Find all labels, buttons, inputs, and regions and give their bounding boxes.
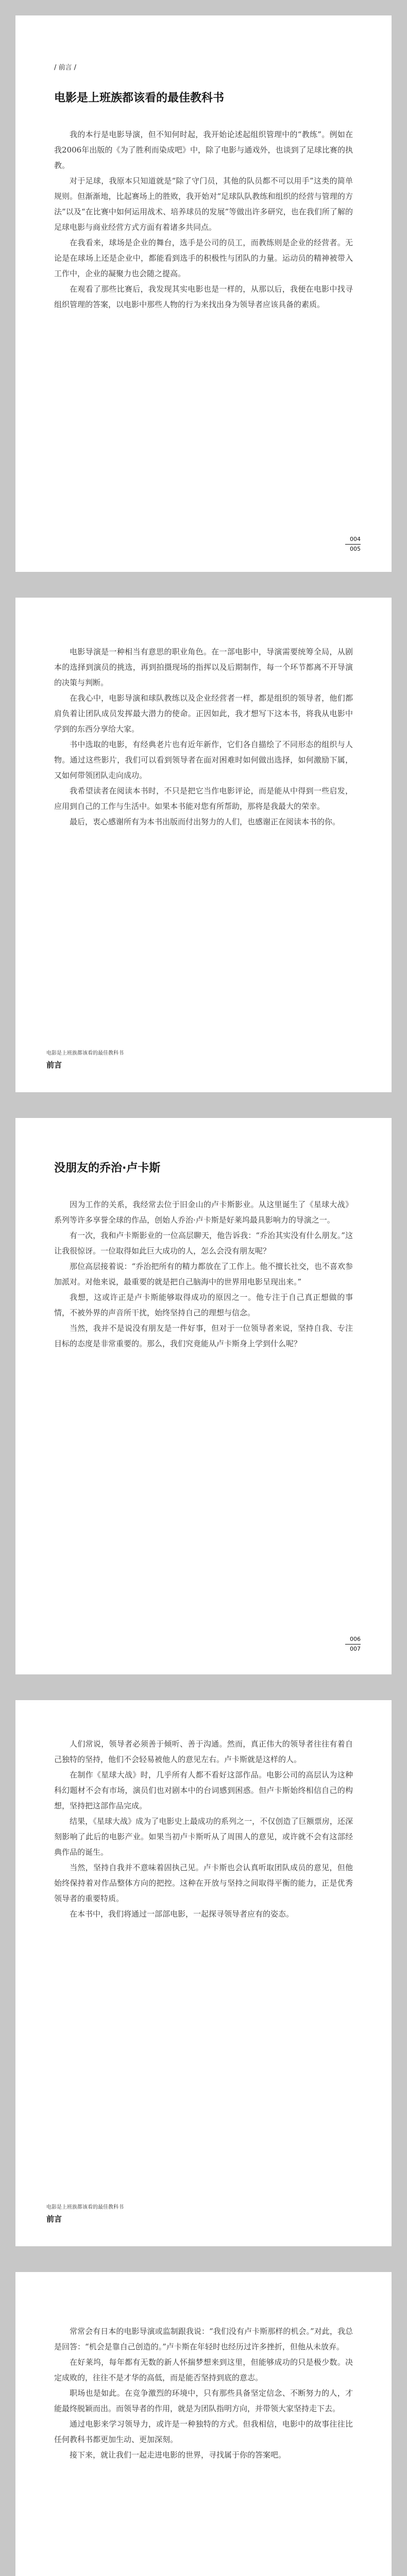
chapter-title: 电影是上班族都该看的最佳教科书 bbox=[54, 92, 225, 105]
running-footer-book: 电影是上班族都该看的最佳教科书 bbox=[46, 1050, 124, 1056]
page-number-divider bbox=[345, 544, 361, 545]
paragraph: 对于足球，我原本只知道就是“除了守门员，其他的队员都不可以用手”这类的简单规则。但渐渐地，比起赛场上的胜败，我开始对“足球队队教练和组织的经营与管理的方法”以及“在比赛中如何运用战术、培养球员的发展”等做出许多研究，也在我们所了解的足球电影与商业经营方式方面有着诸多共同点。 bbox=[54, 176, 353, 232]
paragraph: 我希望读者在阅读本书时，不只是把它当作电影评论，而是能从中得到一些启发，应用到自己的工作与生活中。如果本书能对您有所帮助，那将是我最大的荣幸。 bbox=[54, 786, 353, 811]
paragraph: 在观看了那些比赛后，我发现其实电影也是一样的，从那以后，我便在电影中找寻组织管理的答案，以电影中那些人物的行为来找出身为领导者应该具备的素质。 bbox=[54, 284, 353, 309]
book-page-5 bbox=[15, 2272, 392, 2576]
book-page-3 bbox=[15, 1118, 392, 1674]
paragraph: 在我看来，球场是企业的舞台，选手是公司的员工，而教练则是企业的经营者。无论是在球场上还是企业中，都能看到选手的积极性与团队的力量。运动员的精神被带入工作中，企业的凝聚力也会随之提高。 bbox=[54, 238, 353, 278]
paragraph: 因为工作的关系，我经常去位于旧金山的卢卡斯影业。从这里诞生了《星球大战》系列等许多享誉全球的作品，创始人乔治·卢卡斯是好莱坞最具影响力的导演之一。 bbox=[54, 1200, 353, 1225]
paragraph: 当然，坚持自我并不意味着固执己见。卢卡斯也会认真听取团队成员的意见，但他始终保持着对作品整体方向的把控。这种在开放与坚持之间取得平衡的能力，正是优秀领导者的重要特质。 bbox=[54, 1863, 353, 1903]
running-footer bbox=[46, 2202, 124, 2224]
book-page-4 bbox=[15, 1700, 392, 2246]
book-page-2 bbox=[15, 598, 392, 1092]
running-footer-section: 前言 bbox=[46, 2214, 62, 2224]
paragraph: 结果，《星球大战》成为了电影史上最成功的系列之一，不仅创造了巨额票房，还深刻影响了此后的电影产业。如果当初卢卡斯听从了周围人的意见，或许就不会有这部经典作品的诞生。 bbox=[54, 1817, 353, 1857]
paragraph: 我的本行是电影导演，但不知何时起，我开始论述起组织管理中的“教练”。例如在我2006年出版的《为了胜利而染成吧》中，除了电影与通戏外，也谈到了足球比赛的执教。 bbox=[54, 130, 353, 170]
page-number bbox=[345, 1636, 361, 1653]
paragraph: 在我心中，电影导演和球队教练以及企业经营者一样，都是组织的领导者，他们都肩负着让团队成员发挥最大潜力的使命。正因如此，我才想写下这本书，将我从电影中学到的东西分享给大家。 bbox=[54, 693, 353, 734]
page-number-top: 004 bbox=[350, 536, 361, 543]
paragraph: 有一次，我和卢卡斯影业的一位高层聊天，他告诉我：“乔治其实没有什么朋友。”这让我很惊讶。一位取得如此巨大成功的人，怎么会没有朋友呢？ bbox=[54, 1231, 353, 1256]
page-number bbox=[345, 536, 361, 553]
paragraph: 职场也是如此。在竞争激烈的环境中，只有那些具备坚定信念、不断努力的人，才能最终脱颖而出。而领导者的作用，就是为团队指明方向，并带领大家坚持走下去。 bbox=[54, 2388, 353, 2413]
paragraph: 人们常说，领导者必须善于倾听、善于沟通。然而，真正伟大的领导者往往有着自己独特的坚持，他们不会轻易被他人的意见左右。卢卡斯就是这样的人。 bbox=[54, 1739, 353, 1764]
book-page-1 bbox=[15, 15, 392, 572]
chapter-title: 没朋友的乔治·卢卡斯 bbox=[54, 1162, 161, 1175]
paragraph: 那位高层接着说：“乔治把所有的精力都放在了工作上。他不擅长社交，也不喜欢参加派对。对他来说，最重要的就是把自己脑海中的世界用电影呈现出来。” bbox=[54, 1262, 353, 1286]
page-number-divider bbox=[345, 1644, 361, 1645]
section-tag: / 前言 / bbox=[54, 64, 77, 72]
running-footer-book: 电影是上班族都该看的最佳教科书 bbox=[46, 2205, 124, 2210]
paragraph: 通过电影来学习领导力，或许是一种独特的方式。但我相信，电影中的故事往往比任何教科书都更加生动、更加深刻。 bbox=[54, 2419, 353, 2444]
paragraph: 在制作《星球大战》时，几乎所有人都不看好这部作品。电影公司的高层认为这种科幻题材不会有市场，演员们也对剧本中的台词感到困惑。但卢卡斯始终相信自己的构想，坚持把这部作品完成。 bbox=[54, 1770, 353, 1810]
page-number-bottom: 007 bbox=[350, 1646, 361, 1652]
paragraph: 常常会有日本的电影导演或监制跟我说：“我们没有卢卡斯那样的机会。”对此，我总是回答：“机会是靠自己创造的。”卢卡斯在年轻时也经历过许多挫折，但他从未放弃。 bbox=[54, 2327, 353, 2351]
running-footer-section: 前言 bbox=[46, 1060, 62, 1070]
running-footer bbox=[46, 1048, 124, 1070]
page-number-bottom: 005 bbox=[350, 546, 361, 552]
paragraph: 当然，我并不是说没有朋友是一件好事，但对于一位领导者来说，坚持自我、专注目标的态度是非常重要的。那么，我们究竟能从卢卡斯身上学到什么呢？ bbox=[54, 1324, 353, 1348]
paragraph: 最后，衷心感谢所有为本书出版而付出努力的人们，也感谢正在阅读本书的你。 bbox=[70, 817, 341, 826]
paragraph: 我想，这或许正是卢卡斯能够取得成功的原因之一。他专注于自己真正想做的事情，不被外界的声音所干扰，始终坚持自己的理想与信念。 bbox=[54, 1293, 353, 1317]
paragraph: 接下来，就让我们一起走进电影的世界，寻找属于你的答案吧。 bbox=[70, 2450, 286, 2460]
paragraph: 在本书中，我们将通过一部部电影，一起探寻领导者应有的姿态。 bbox=[70, 1909, 294, 1919]
paragraph: 书中选取的电影，有经典老片也有近年新作，它们各自描绘了不同形态的组织与人物。通过这些影片，我们可以看到领导者在面对困难时如何做出选择，如何激励下属，又如何带领团队走向成功。 bbox=[54, 740, 353, 780]
page-number-top: 006 bbox=[350, 1636, 361, 1642]
paragraph: 在好莱坞，每年都有无数的新人怀揣梦想来到这里，但能够成功的只是极少数。决定成败的，往往不是才华的高低，而是能否坚持到底的意志。 bbox=[54, 2358, 353, 2382]
paragraph: 电影导演是一种相当有意思的职业角色。在一部电影中，导演需要统筹全局，从剧本的选择到演员的挑选，再到拍摄现场的指挥以及后期制作，每一个环节都离不开导演的决策与判断。 bbox=[54, 647, 353, 687]
